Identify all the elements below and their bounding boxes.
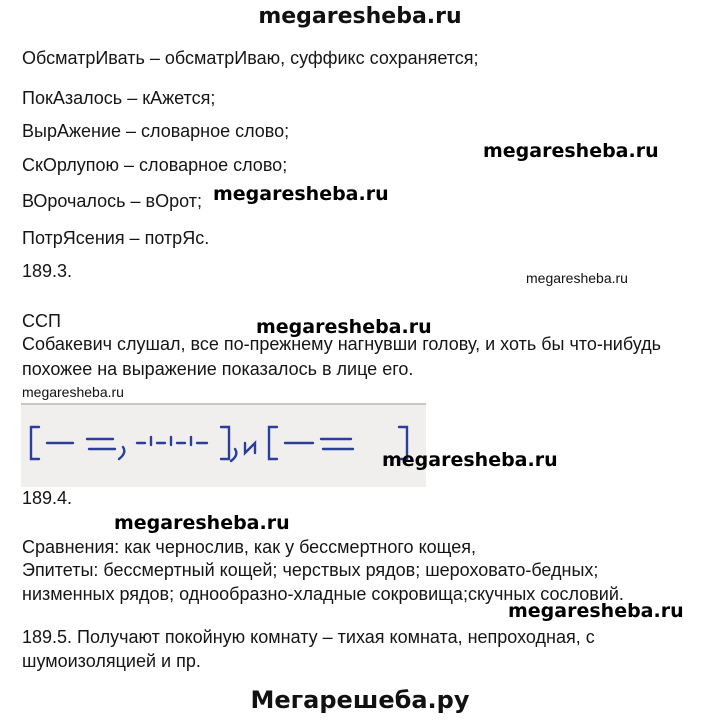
watermark: megaresheba.ru — [114, 512, 290, 534]
text-line: 189.5. Получают покойную комнату – тихая комната, непроходная, с — [22, 627, 595, 647]
watermark: megaresheba.ru — [483, 140, 659, 162]
text-line: ВырАжение – словарное слово; — [22, 121, 290, 141]
watermark: megaresheba.ru — [382, 449, 558, 471]
text-line: ПокАзалось – кАжется; — [22, 88, 216, 108]
exercise-number: 189.3. — [22, 261, 73, 281]
watermark: megaresheba.ru — [508, 600, 684, 622]
site-header: megaresheba.ru — [258, 4, 462, 29]
text-line: низменных рядов; однообразно-хладные сокровища;скучных сословий. — [22, 584, 624, 604]
watermark: megaresheba.ru — [256, 316, 432, 338]
text-line: СкОрлупою – словарное слово; — [22, 155, 288, 175]
site-footer: Мегарешеба.ру — [250, 686, 470, 714]
text-line: шумоизоляцией и пр. — [22, 651, 201, 671]
text-line: похожее на выражение показалось в лице его. — [22, 359, 414, 379]
exercise-number: 189.4. — [22, 488, 73, 508]
text-line: ОбсматрИвать – обсматрИваю, суффикс сохраняется; — [22, 48, 479, 68]
sentence-scheme-icon — [21, 405, 426, 487]
sentence-type: ССП — [22, 311, 61, 331]
text-line: Сравнения: как чернослив, как у бессмертного кощея, — [22, 537, 477, 557]
watermark-small: megaresheba.ru — [526, 270, 628, 286]
text-line: ПотрЯсения – потрЯс. — [22, 228, 210, 248]
watermark: megaresheba.ru — [213, 183, 389, 205]
text-line: Собакевич слушал, все по-прежнему нагнувши голову, и хоть бы что-нибудь — [22, 334, 662, 354]
text-line: Эпитеты: бессмертный кощей; черствых рядов; шероховато-бедных; — [22, 560, 599, 580]
sentence-scheme-image — [21, 403, 426, 487]
watermark-small: megaresheba.ru — [22, 384, 124, 400]
text-line: ВОрочалось – вОрот; — [22, 191, 202, 211]
